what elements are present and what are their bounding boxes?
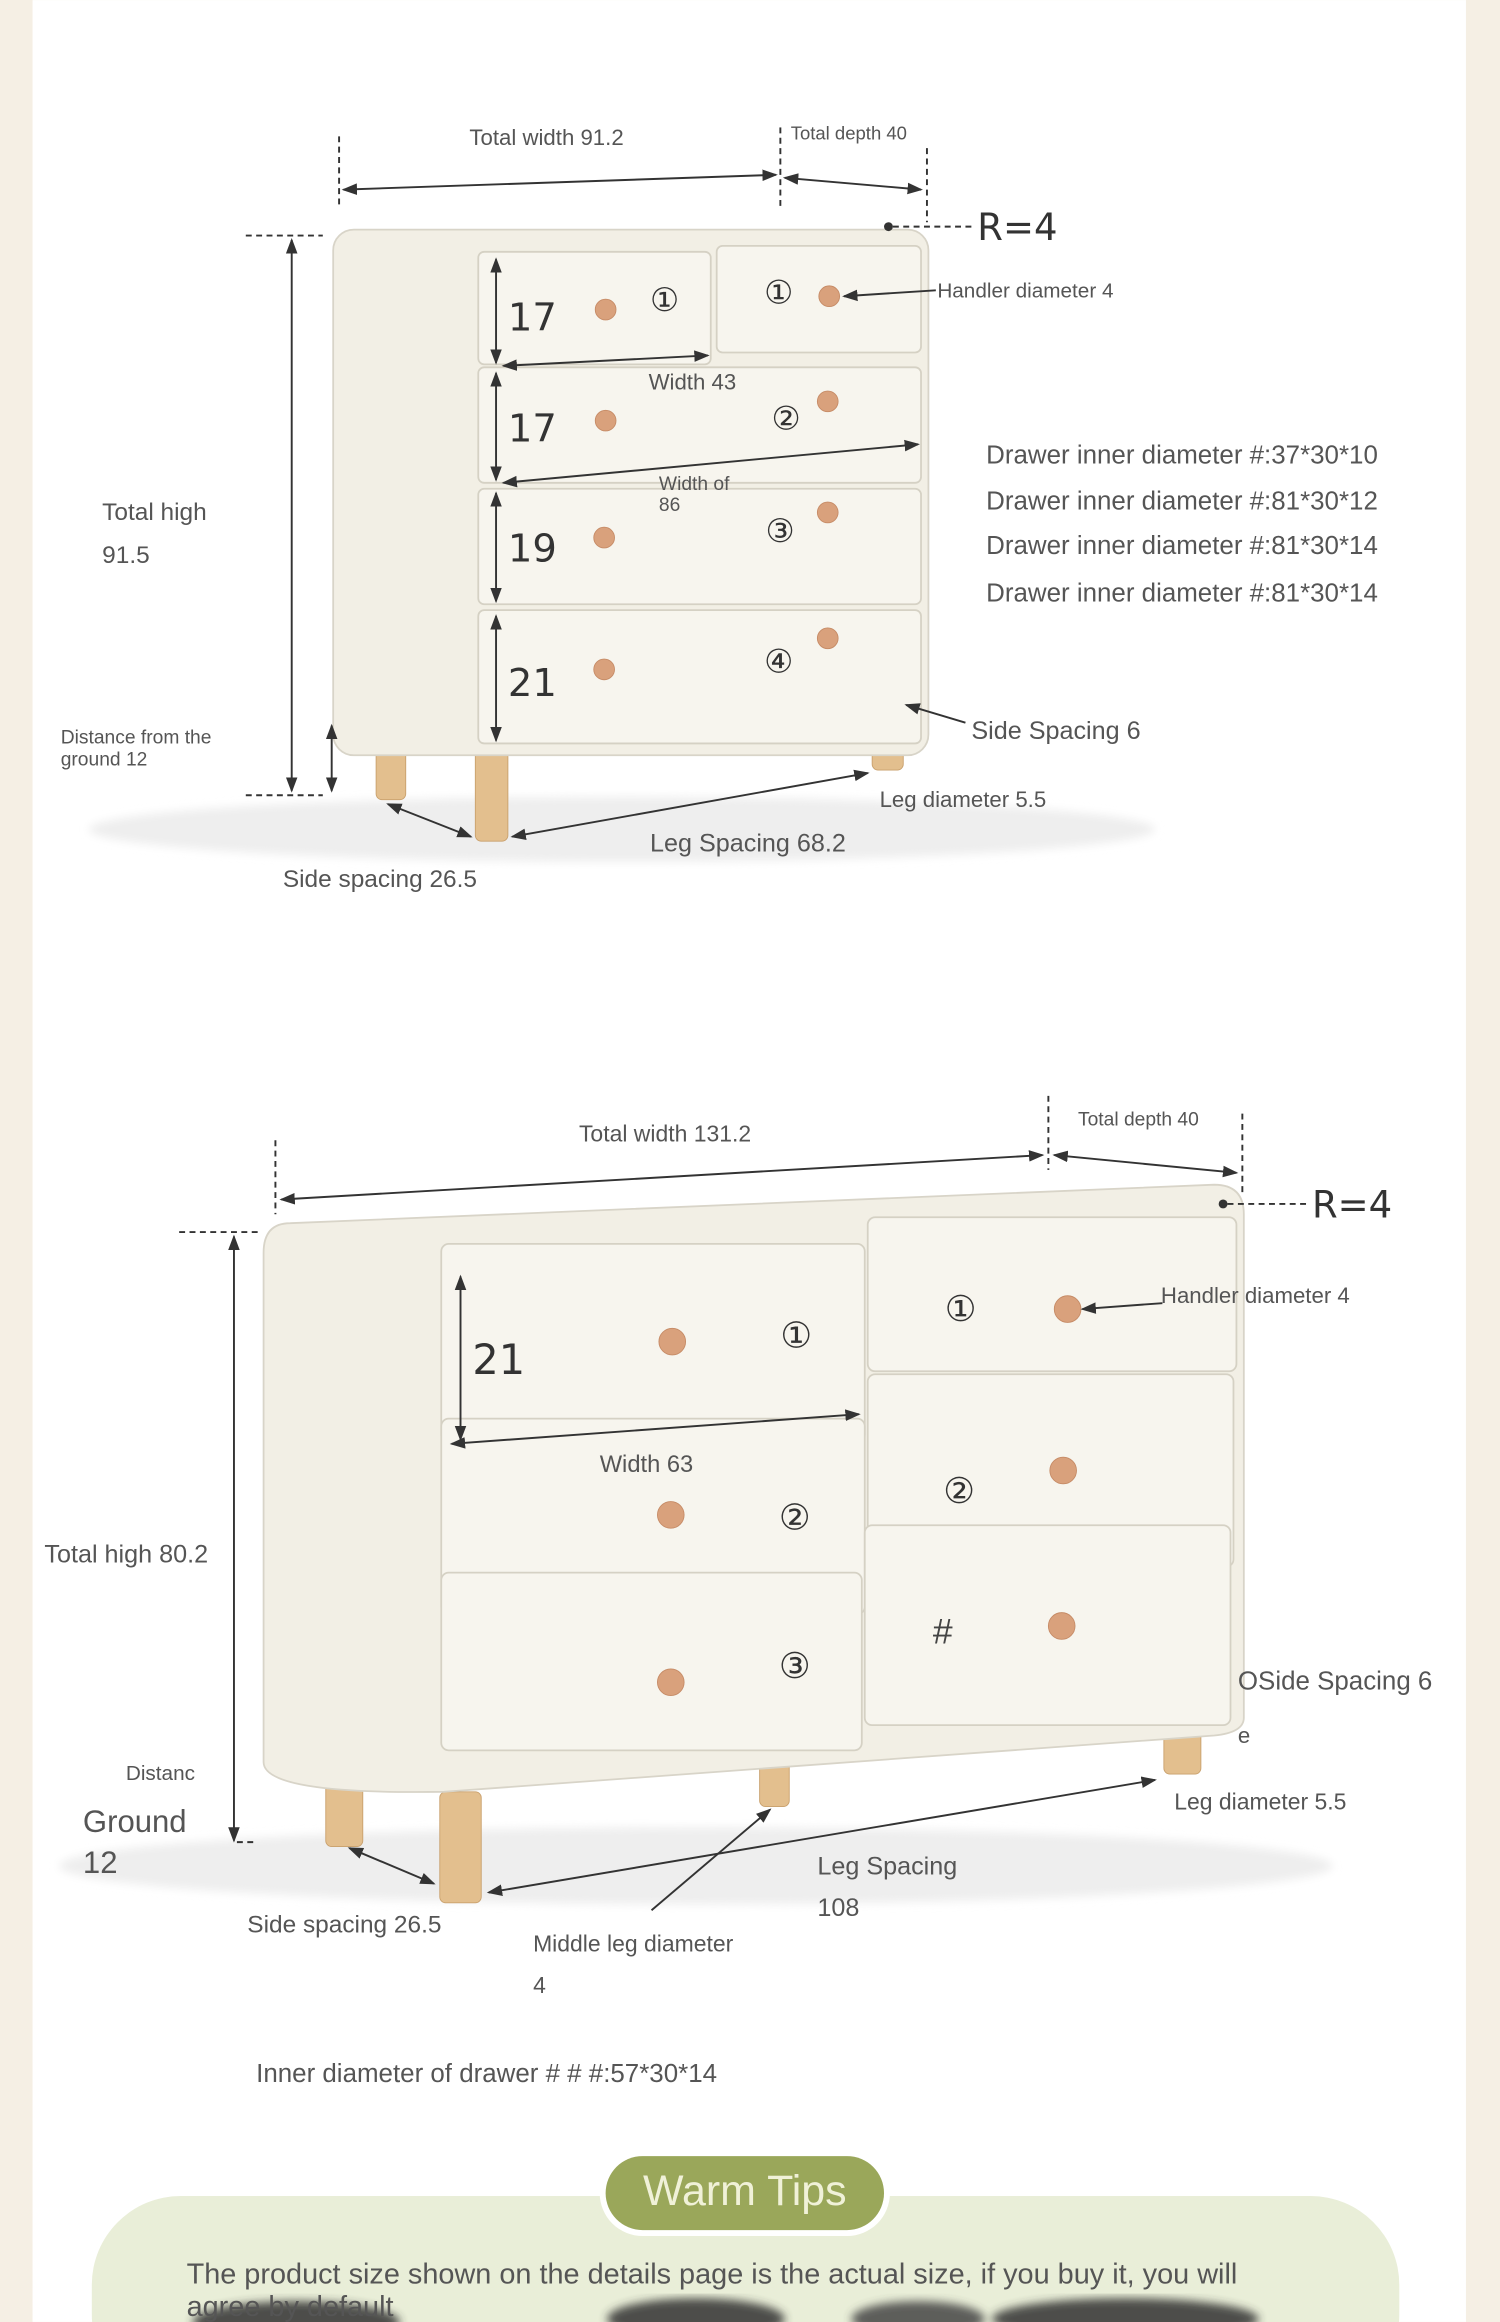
knob [1048, 1613, 1075, 1640]
ground-label: Distance from the [60, 727, 212, 749]
inner-size: Drawer inner diameter #:81*30*14 [986, 531, 1378, 560]
knob [657, 1502, 684, 1529]
drawer-number: ③ [765, 512, 795, 551]
drawer-number: ① [780, 1315, 813, 1357]
total-depth-label: Total depth 40 [790, 122, 907, 144]
ground-label: Distanc [125, 1761, 195, 1785]
total-high-label: Total high 80.2 [44, 1540, 209, 1569]
radius-label: R=4 [1311, 1183, 1393, 1227]
warm-tips-title: Warm Tips [643, 2166, 847, 2215]
middle-leg-label: 4 [533, 1972, 546, 1999]
side-spacing-label: Side Spacing 6 [971, 716, 1141, 745]
leg [475, 748, 508, 841]
ground-label: 12 [82, 1845, 118, 1881]
drawer-height: 21 [507, 661, 557, 707]
total-high-value: 91.5 [102, 541, 150, 569]
inner-size: Drawer inner diameter #:81*30*12 [986, 487, 1378, 516]
knob [594, 659, 615, 680]
knob [594, 527, 615, 548]
drawer-height: 17 [507, 295, 557, 341]
drawer-number: ① [764, 273, 794, 312]
side-spacing-label: e [1237, 1722, 1251, 1748]
total-width-label: Total width 131.2 [578, 1120, 752, 1147]
drawer-number: # [932, 1611, 953, 1652]
knob [817, 502, 838, 523]
inner-size: Drawer inner diameter #:81*30*14 [986, 579, 1378, 608]
handler-label: Handler diameter 4 [937, 279, 1114, 303]
width-label: Width 43 [648, 369, 737, 395]
side-spacing-label: OSide Spacing 6 [1237, 1667, 1433, 1696]
drawer-height: 19 [507, 526, 557, 572]
leg [440, 1792, 481, 1903]
drawer-height: 21 [472, 1336, 526, 1385]
ground-label: Ground [82, 1803, 187, 1839]
drawer-number: ① [944, 1288, 977, 1330]
width-label: Width 63 [599, 1451, 694, 1478]
warm-tips-text: The product size shown on the details page is the actual size, if you buy it, you will [186, 2258, 1238, 2291]
drawer-number: ④ [764, 642, 794, 681]
ground-label: ground 12 [60, 749, 148, 771]
knob [819, 286, 840, 307]
knob [1054, 1296, 1081, 1323]
handler-label: Handler diameter 4 [1160, 1283, 1350, 1309]
side-spacing-label: Side spacing 26.5 [282, 866, 477, 894]
width-label: 86 [658, 494, 681, 516]
knob [817, 628, 838, 649]
warm-tips-text: agree by default [186, 2290, 394, 2322]
radius-label: R=4 [977, 205, 1058, 249]
knob [595, 410, 616, 431]
knob [657, 1669, 684, 1696]
inner-size: Drawer inner diameter #:37*30*10 [986, 441, 1378, 470]
drawer-height: 17 [507, 406, 557, 452]
middle-leg-label: Middle leg diameter [533, 1930, 734, 1957]
drawer-number: ② [943, 1471, 976, 1513]
drawer-number: ② [771, 399, 801, 438]
leg-spacing-label: 108 [817, 1894, 860, 1923]
total-depth-label: Total depth 40 [1077, 1109, 1199, 1131]
leg-diameter-label: Leg diameter 5.5 [879, 787, 1047, 813]
leg-spacing-label: Leg Spacing [817, 1852, 958, 1881]
side-spacing-label: Side spacing 26.5 [247, 1911, 442, 1939]
knob [817, 391, 838, 412]
drawer [865, 1525, 1231, 1725]
drawer-number: ① [650, 281, 680, 320]
leg-spacing-label: Leg Spacing 68.2 [650, 829, 846, 858]
leg-diameter-label: Leg diameter 5.5 [1174, 1788, 1347, 1815]
width-label: Width of [658, 474, 730, 496]
inner-size: Inner diameter of drawer # # #:57*30*14 [256, 2060, 718, 2089]
knob [595, 299, 616, 320]
knob [659, 1328, 686, 1355]
drawer-number: ③ [778, 1645, 811, 1687]
total-width-label: Total width 91.2 [469, 125, 624, 151]
drawer-number: ② [778, 1497, 811, 1539]
total-high-label: Total high [102, 498, 207, 526]
knob [1050, 1457, 1077, 1484]
